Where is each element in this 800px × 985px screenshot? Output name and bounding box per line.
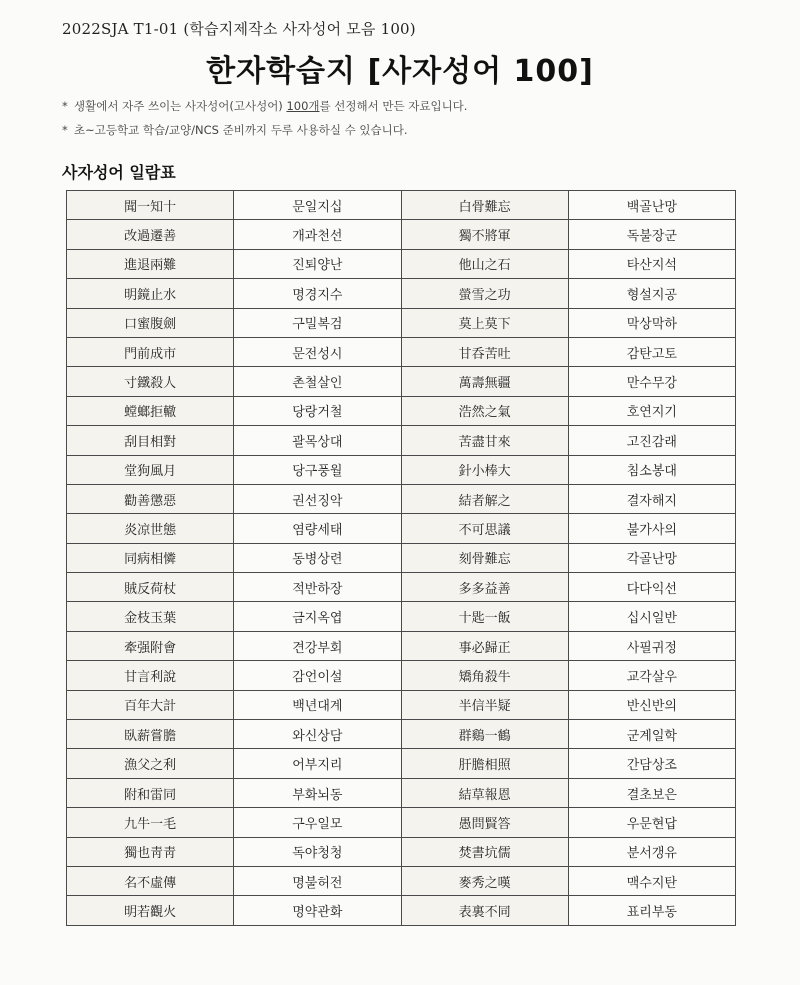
table-row [67, 602, 736, 631]
idiom-hanja-cell: 麥秀之嘆 [401, 866, 568, 895]
idiom-reading-cell: 만수무강 [568, 367, 735, 396]
idiom-reading-cell: 결자해지 [568, 484, 735, 513]
table-row [67, 720, 736, 749]
idiom-reading-cell: 부화뇌동 [234, 778, 401, 807]
idiom-reading-cell: 문전성시 [234, 337, 401, 366]
table-row [67, 367, 736, 396]
idiom-hanja-cell: 針小棒大 [401, 455, 568, 484]
idiom-reading-cell: 명약관화 [234, 896, 401, 925]
idiom-hanja-cell: 明鏡止水 [67, 279, 234, 308]
note-text-end: 를 선정해서 만든 자료입니다. [319, 99, 468, 113]
idiom-hanja-cell: 螳螂拒轍 [67, 396, 234, 425]
table-row [67, 661, 736, 690]
idiom-reading-cell: 분서갱유 [568, 837, 735, 866]
idiom-hanja-cell: 獨不將軍 [401, 220, 568, 249]
note-item [62, 94, 467, 118]
idiom-hanja-cell: 半信半疑 [401, 690, 568, 719]
table-row [67, 690, 736, 719]
note-item [62, 118, 467, 142]
idiom-hanja-cell: 勸善懲惡 [67, 484, 234, 513]
idiom-hanja-cell: 矯角殺牛 [401, 661, 568, 690]
idiom-hanja-cell: 十匙一飯 [401, 602, 568, 631]
idiom-hanja-cell: 群鷄一鶴 [401, 720, 568, 749]
table-row [67, 837, 736, 866]
idiom-hanja-cell: 不可思議 [401, 514, 568, 543]
table-row [67, 514, 736, 543]
table-row [67, 337, 736, 366]
idiom-hanja-cell: 刮目相對 [67, 426, 234, 455]
section-title: 사자성어 일람표 [62, 163, 176, 182]
idiom-reading-cell: 타산지석 [568, 249, 735, 278]
idiom-reading-cell: 각골난망 [568, 543, 735, 572]
idiom-reading-cell: 감탄고토 [568, 337, 735, 366]
idiom-reading-cell: 표리부동 [568, 896, 735, 925]
table-row [67, 484, 736, 513]
idiom-reading-cell: 사필귀정 [568, 631, 735, 660]
idiom-hanja-cell: 寸鐵殺人 [67, 367, 234, 396]
idiom-hanja-cell: 門前成市 [67, 337, 234, 366]
idiom-hanja-cell: 莫上莫下 [401, 308, 568, 337]
idiom-reading-cell: 형설지공 [568, 279, 735, 308]
idiom-table-body [67, 191, 736, 926]
idiom-reading-cell: 우문현답 [568, 808, 735, 837]
idiom-reading-cell: 염량세태 [234, 514, 401, 543]
idiom-hanja-cell: 同病相憐 [67, 543, 234, 572]
idiom-hanja-cell: 浩然之氣 [401, 396, 568, 425]
table-row [67, 573, 736, 602]
idiom-reading-cell: 감언이설 [234, 661, 401, 690]
idiom-hanja-cell: 漁父之利 [67, 749, 234, 778]
idiom-hanja-cell: 肝膽相照 [401, 749, 568, 778]
idiom-hanja-cell: 萬壽無疆 [401, 367, 568, 396]
idiom-reading-cell: 적반하장 [234, 573, 401, 602]
idiom-table [66, 190, 736, 926]
idiom-reading-cell: 군계일학 [568, 720, 735, 749]
idiom-hanja-cell: 甘呑苦吐 [401, 337, 568, 366]
page-title: 한자학습지 [사자성어 100] [206, 54, 594, 89]
idiom-reading-cell: 동병상련 [234, 543, 401, 572]
idiom-hanja-cell: 焚書坑儒 [401, 837, 568, 866]
idiom-hanja-cell: 金枝玉葉 [67, 602, 234, 631]
note-underlined-text: 100개 [286, 99, 320, 113]
idiom-hanja-cell: 進退兩難 [67, 249, 234, 278]
idiom-hanja-cell: 結草報恩 [401, 778, 568, 807]
idiom-reading-cell: 문일지십 [234, 191, 401, 220]
idiom-reading-cell: 명불허전 [234, 866, 401, 895]
idiom-reading-cell: 구우일모 [234, 808, 401, 837]
table-row [67, 426, 736, 455]
idiom-reading-cell: 와신상담 [234, 720, 401, 749]
idiom-reading-cell: 간담상조 [568, 749, 735, 778]
document-code-line: 2022SJA T1-01 (학습지제작소 사자성어 모음 100) [62, 20, 416, 38]
idiom-hanja-cell: 改過遷善 [67, 220, 234, 249]
idiom-hanja-cell: 臥薪嘗膽 [67, 720, 234, 749]
idiom-hanja-cell: 賊反荷杖 [67, 573, 234, 602]
table-row [67, 896, 736, 925]
idiom-hanja-cell: 刻骨難忘 [401, 543, 568, 572]
idiom-hanja-cell: 苦盡甘來 [401, 426, 568, 455]
idiom-hanja-cell: 白骨難忘 [401, 191, 568, 220]
table-row [67, 808, 736, 837]
idiom-reading-cell: 금지옥엽 [234, 602, 401, 631]
idiom-reading-cell: 어부지리 [234, 749, 401, 778]
idiom-reading-cell: 구밀복검 [234, 308, 401, 337]
table-row [67, 220, 736, 249]
table-row [67, 191, 736, 220]
idiom-reading-cell: 당구풍월 [234, 455, 401, 484]
table-row [67, 749, 736, 778]
idiom-reading-cell: 독야청청 [234, 837, 401, 866]
idiom-hanja-cell: 表裏不同 [401, 896, 568, 925]
idiom-hanja-cell: 他山之石 [401, 249, 568, 278]
table-row [67, 249, 736, 278]
idiom-reading-cell: 독불장군 [568, 220, 735, 249]
notes-block [62, 94, 467, 142]
idiom-reading-cell: 견강부회 [234, 631, 401, 660]
idiom-hanja-cell: 愚問賢答 [401, 808, 568, 837]
idiom-reading-cell: 진퇴양난 [234, 249, 401, 278]
table-row [67, 631, 736, 660]
idiom-hanja-cell: 九牛一毛 [67, 808, 234, 837]
idiom-reading-cell: 당랑거철 [234, 396, 401, 425]
idiom-hanja-cell: 甘言利說 [67, 661, 234, 690]
idiom-hanja-cell: 堂狗風月 [67, 455, 234, 484]
idiom-reading-cell: 반신반의 [568, 690, 735, 719]
idiom-reading-cell: 고진감래 [568, 426, 735, 455]
table-row [67, 543, 736, 572]
idiom-reading-cell: 촌철살인 [234, 367, 401, 396]
idiom-reading-cell: 백골난망 [568, 191, 735, 220]
idiom-hanja-cell: 名不虛傳 [67, 866, 234, 895]
note-bullet: * [62, 99, 68, 113]
idiom-hanja-cell: 明若觀火 [67, 896, 234, 925]
idiom-reading-cell: 십시일반 [568, 602, 735, 631]
idiom-reading-cell: 다다익선 [568, 573, 735, 602]
table-row [67, 308, 736, 337]
idiom-hanja-cell: 百年大計 [67, 690, 234, 719]
note-text: 생활에서 자주 쓰이는 사자성어(고사성어) [74, 99, 287, 113]
idiom-hanja-cell: 附和雷同 [67, 778, 234, 807]
idiom-reading-cell: 개과천선 [234, 220, 401, 249]
idiom-reading-cell: 불가사의 [568, 514, 735, 543]
table-row [67, 455, 736, 484]
idiom-reading-cell: 결초보은 [568, 778, 735, 807]
idiom-hanja-cell: 口蜜腹劍 [67, 308, 234, 337]
idiom-reading-cell: 교각살우 [568, 661, 735, 690]
note-bullet: * [62, 123, 68, 137]
note-text: 초~고등학교 학습/교양/NCS 준비까지 두루 사용하실 수 있습니다. [74, 123, 408, 137]
idiom-reading-cell: 백년대계 [234, 690, 401, 719]
idiom-hanja-cell: 獨也靑靑 [67, 837, 234, 866]
idiom-reading-cell: 맥수지탄 [568, 866, 735, 895]
table-row [67, 396, 736, 425]
idiom-reading-cell: 괄목상대 [234, 426, 401, 455]
idiom-reading-cell: 권선징악 [234, 484, 401, 513]
idiom-reading-cell: 명경지수 [234, 279, 401, 308]
idiom-hanja-cell: 牽强附會 [67, 631, 234, 660]
idiom-hanja-cell: 事必歸正 [401, 631, 568, 660]
table-row [67, 778, 736, 807]
idiom-reading-cell: 막상막하 [568, 308, 735, 337]
table-row [67, 866, 736, 895]
idiom-reading-cell: 침소봉대 [568, 455, 735, 484]
table-row [67, 279, 736, 308]
idiom-hanja-cell: 多多益善 [401, 573, 568, 602]
idiom-hanja-cell: 螢雪之功 [401, 279, 568, 308]
idiom-hanja-cell: 炎凉世態 [67, 514, 234, 543]
idiom-hanja-cell: 聞一知十 [67, 191, 234, 220]
idiom-reading-cell: 호연지기 [568, 396, 735, 425]
idiom-hanja-cell: 結者解之 [401, 484, 568, 513]
